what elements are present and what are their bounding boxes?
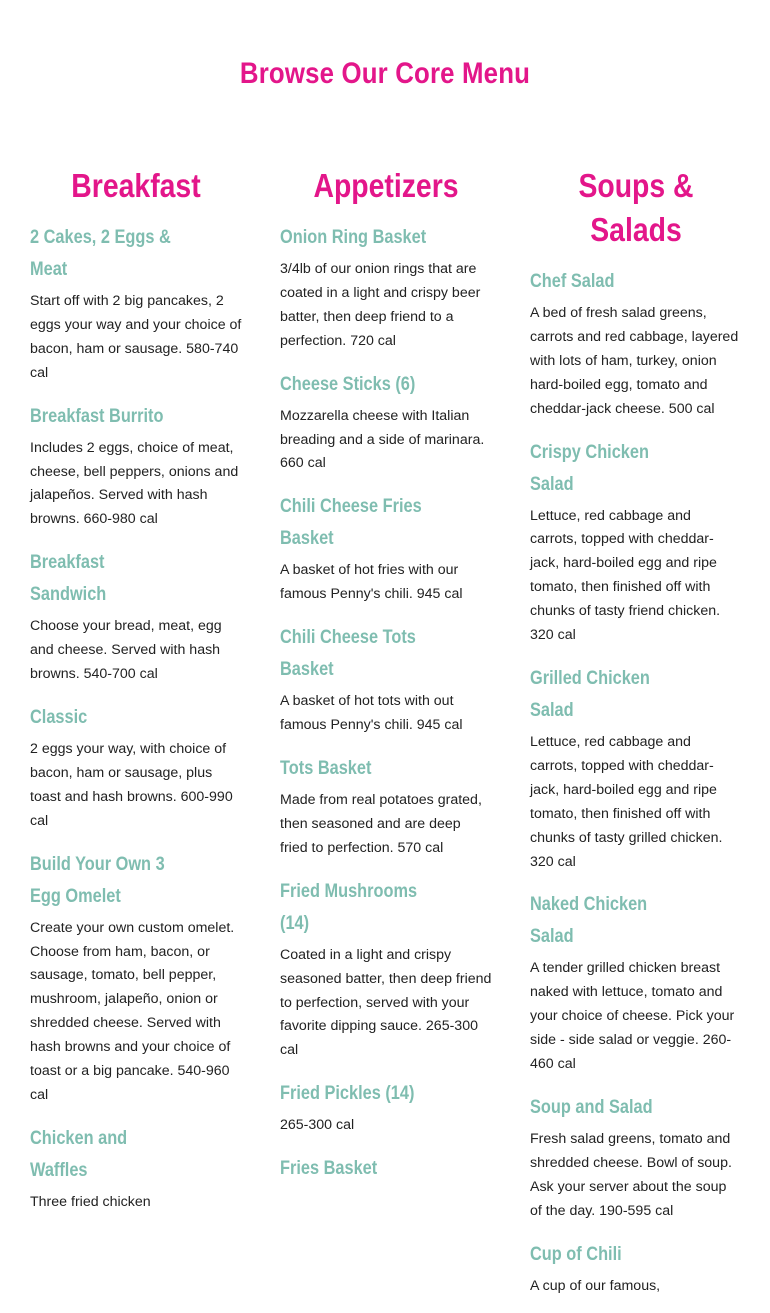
menu-item-description: A basket of hot fries with our famous Penny's chili. 945 cal <box>280 562 463 603</box>
menu-item-description: 265-300 cal <box>280 1117 355 1134</box>
menu-item <box>530 266 742 422</box>
menu-item-name: Breakfast Sandwich <box>30 552 107 606</box>
menu-item-description: Mozzarella cheese with Italian breading and a side of marinara. 660 cal <box>280 407 485 472</box>
menu-column-appetizers <box>280 164 492 1200</box>
menu-item-description: Start off with 2 big pancakes, 2 eggs your way and your choice of bacon, ham or sausage. 580-740 cal <box>30 293 242 381</box>
menu-item <box>280 1078 492 1138</box>
menu-item-description: A cup of our famous, <box>530 1277 661 1294</box>
menu-item-name: Classic <box>30 706 88 728</box>
menu-item <box>530 437 742 648</box>
menu-item <box>530 889 742 1077</box>
column-heading: Breakfast <box>71 167 201 204</box>
menu-item <box>30 222 242 386</box>
menu-item-description: Fresh salad greens, tomato and shredded cheese. Bowl of soup. Ask your server about the soup of the day. 190-595 cal <box>530 1130 732 1219</box>
menu-item <box>30 547 242 687</box>
menu-column-soups-salads <box>530 164 742 1313</box>
menu-item-description: 2 eggs your way, with choice of bacon, ham or sausage, plus toast and hash browns. 600-990 cal <box>30 740 233 829</box>
menu-item <box>530 1239 742 1299</box>
column-heading: Appetizers <box>313 167 459 204</box>
menu-item <box>30 849 242 1108</box>
menu-item <box>280 369 492 477</box>
menu-item-description: Coated in a light and crispy seasoned batter, then deep friend to perfection, served with your favorite dipping sauce. 265-300 cal <box>280 946 492 1059</box>
menu-item-name: Tots Basket <box>280 757 372 779</box>
menu-item <box>30 702 242 834</box>
menu-item <box>30 401 242 533</box>
menu-item-name: Chili Cheese Tots Basket <box>280 627 416 681</box>
menu-item <box>530 1092 742 1224</box>
menu-item-name: 2 Cakes, 2 Eggs & Meat <box>30 227 171 280</box>
menu-item <box>280 622 492 738</box>
menu-item-description: Made from real potatoes grated, then seasoned and are deep fried to perfection. 570 cal <box>280 791 482 856</box>
menu-item <box>280 1153 492 1185</box>
menu-item-name: Cup of Chili <box>530 1243 622 1265</box>
menu-item-description: Three fried chicken <box>30 1193 151 1210</box>
menu-item-name: Onion Ring Basket <box>280 227 427 248</box>
menu-item-description: A tender grilled chicken breast naked with lettuce, tomato and your choice of cheese. Pick your side - side salad or veggie. 260-460 cal <box>530 960 735 1073</box>
menu-item <box>30 1123 242 1215</box>
menu-item-description: A basket of hot tots with out famous Penny's chili. 945 cal <box>280 693 463 734</box>
menu-item-description: Lettuce, red cabbage and carrots, topped with cheddar-jack, hard-boiled egg and ripe tomato, then finished off with chunks of tasty friend chicken. 320 cal <box>530 507 721 644</box>
menu-item-description: Create your own custom omelet. Choose from ham, bacon, or sausage, tomato, bell pepper, mushroom, jalapeño, onion or shredded cheese. Served with hash browns and your choice of toast or a big pancake. 540-960 cal <box>30 919 235 1103</box>
menu-item-description: A bed of fresh salad greens, carrots and red cabbage, layered with lots of ham, turkey, onion hard-boiled egg, tomato and cheddar-jack cheese. 500 cal <box>530 305 739 417</box>
menu-item-name: Chili Cheese Fries Basket <box>280 496 422 550</box>
menu-item-description: Choose your bread, meat, egg and cheese. Served with hash browns. 540-700 cal <box>30 618 222 683</box>
menu-item-name: Cheese Sticks (6) <box>280 373 416 395</box>
menu-item <box>530 663 742 874</box>
menu-item <box>280 753 492 861</box>
menu-item-name: Breakfast Burrito <box>30 405 164 427</box>
menu-item-name: Fried Mushrooms (14) <box>280 880 418 934</box>
menu-item-name: Build Your Own 3 Egg Omelet <box>30 853 165 907</box>
menu-item-description: 3/4lb of our onion rings that are coated in a light and crispy beer batter, then deep friend to a perfection. 720 cal <box>280 261 481 349</box>
menu-item-name: Soup and Salad <box>530 1096 653 1118</box>
column-heading: Soups & Salads <box>578 167 694 248</box>
menu-item-name: Chicken and Waffles <box>30 1127 128 1181</box>
menu-item-name: Fries Basket <box>280 1158 378 1180</box>
menu-item-name: Crispy Chicken Salad <box>530 441 649 495</box>
menu-item-description: Lettuce, red cabbage and carrots, topped with cheddar-jack, hard-boiled egg and ripe tomato, then finished off with chunks of tasty grilled chicken. 320 cal <box>530 733 723 870</box>
menu-item <box>280 222 492 354</box>
menu-item-description: Includes 2 eggs, choice of meat, cheese, bell peppers, onions and jalapeños. Served with hash browns. 660-980 cal <box>30 439 239 528</box>
menu-item <box>280 491 492 607</box>
menu-item-name: Naked Chicken Salad <box>530 894 648 948</box>
menu-column-breakfast <box>30 164 242 1230</box>
menu-item-name: Chef Salad <box>530 271 615 292</box>
menu-item <box>280 876 492 1064</box>
menu-item-name: Fried Pickles (14) <box>280 1083 415 1105</box>
page-title: Browse Our Core Menu <box>239 57 531 90</box>
menu-item-name: Grilled Chicken Salad <box>530 667 650 721</box>
